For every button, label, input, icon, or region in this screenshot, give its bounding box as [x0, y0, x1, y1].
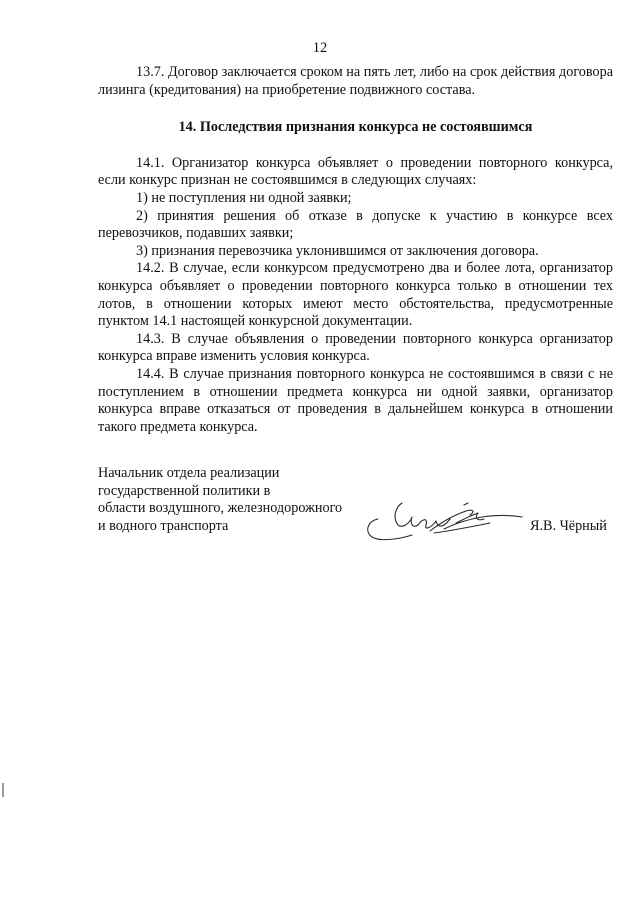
clause-14-2: 14.2. В случае, если конкурсом предусмотрено два и более лота, организатор конкурса объявляет о проведении повторного конкурса только в отношении тех лотов, в отношении которых имеют место обстоятельства, предусмотренные пунктом 14.1 настоящей конкурсной документации.	[98, 260, 613, 330]
case-item-1: 1) не поступления ни одной заявки;	[136, 189, 352, 206]
case-item-3: 3) признания перевозчика уклонившимся от заключения договора.	[136, 242, 539, 259]
signer-name: Я.В. Чёрный	[530, 518, 607, 534]
signer-position-line: Начальник отдела реализации	[98, 465, 280, 481]
signer-position-line: государственной политики в	[98, 482, 271, 499]
clause-14-3: 14.3. В случае объявления о проведении повторного конкурса организатор конкурса вправе изменить условия конкурса.	[98, 330, 613, 365]
signer-position	[98, 465, 368, 535]
clause-14-4: 14.4. В случае признания повторного конкурса не состоявшимся в связи с не поступлением в отношении предмета конкурса ни одной заявки, организатор конкурса вправе отказаться от проведения в дальнейшем конкурса в отношении такого предмета конкурса.	[98, 365, 613, 435]
document-body	[98, 64, 613, 436]
signer-position-line: и водного транспорта	[98, 517, 229, 534]
signature-block	[98, 465, 613, 555]
clause-13-7: 13.7. Договор заключается сроком на пять лет, либо на срок действия договора лизинга (кредитования) на приобретение подвижного состава.	[98, 64, 613, 98]
case-item-2: 2) принятия решения об отказе в допуске к участию в конкурсе всех перевозчиков, подавших заявки;	[98, 207, 613, 242]
page-number: 12	[312, 40, 328, 56]
signer-position-line: области воздушного, железнодорожного	[98, 500, 343, 517]
clause-14-1: 14.1. Организатор конкурса объявляет о проведении повторного конкурса, если конкурс признан не состоявшимся в следующих случаях:	[98, 154, 613, 189]
section-14-title: 14. Последствия признания конкурса не состоявшимся	[178, 119, 533, 136]
scan-edge-mark	[2, 783, 4, 797]
handwritten-signature	[360, 493, 530, 551]
